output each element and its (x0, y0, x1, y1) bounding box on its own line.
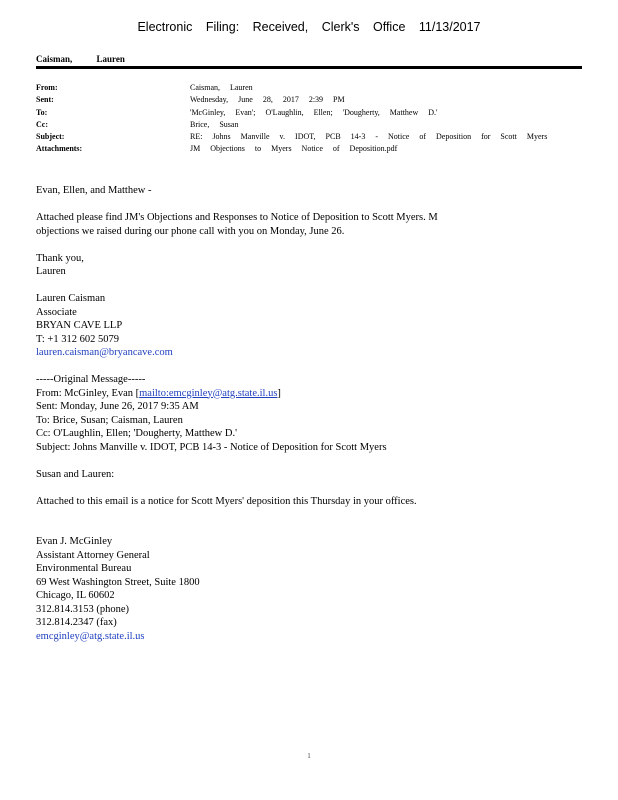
header-label: Sent: (36, 95, 54, 105)
signature-phone: T: +1 312 602 5079 (36, 333, 119, 345)
header-row-attachments (36, 143, 596, 155)
header-label: From: (36, 83, 58, 92)
original-from-prefix: From: McGinley, Evan [ (36, 387, 140, 399)
signature-firm: BRYAN CAVE LLP (36, 320, 123, 331)
original-signature-street: 69 West Washington Street, Suite 1800 (36, 576, 200, 588)
header-label: To: (36, 107, 48, 117)
original-cc: Cc: O'Laughlin, Ellen; 'Dougherty, Matthew D.' (36, 428, 237, 439)
sender-name: Caisman, Lauren (36, 54, 125, 64)
header-row-from (36, 82, 596, 94)
original-from-suffix: ] (277, 387, 281, 399)
reply-greeting: Evan, Ellen, and Matthew - (36, 185, 152, 196)
original-from (36, 387, 618, 401)
header-value: Wednesday, June 28, 2017 2:39 PM (190, 95, 345, 105)
original-greeting: Susan and Lauren: (36, 468, 115, 480)
signature-name: Lauren Caisman (36, 293, 106, 304)
signature-email-link[interactable]: lauren.caisman@bryancave.com (36, 347, 173, 358)
header-value: RE: Johns Manville v. IDOT, PCB 14-3 - Notice of Deposition for Scott Myers (190, 132, 548, 142)
original-signature-phone: 312.814.3153 (phone) (36, 603, 130, 615)
original-to: To: Brice, Susan; Caisman, Lauren (36, 414, 183, 426)
header-label: Subject: (36, 132, 65, 142)
header-row-cc (36, 119, 596, 131)
original-signature-name: Evan J. McGinley (36, 536, 113, 547)
filing-stamp: Electronic Filing: Received, Clerk's Office 11/13/2017 (137, 20, 481, 34)
header-label: Attachments: (36, 144, 83, 154)
original-sent: Sent: Monday, June 26, 2017 9:35 AM (36, 401, 199, 412)
reply-closing-name: Lauren (36, 266, 66, 277)
header-value: JM Objections to Myers Notice of Deposition.pdf (190, 144, 398, 154)
header-label: Cc: (36, 119, 48, 129)
original-signature-bureau: Environmental Bureau (36, 563, 132, 574)
original-subject: Subject: Johns Manville v. IDOT, PCB 14-3 - Notice of Deposition for Scott Myers (36, 441, 387, 453)
header-row-subject (36, 131, 596, 143)
original-paragraph: Attached to this email is a notice for Scott Myers' deposition this Thursday in your offices. (36, 495, 417, 507)
header-rule (36, 66, 582, 69)
signature-title: Associate (36, 306, 77, 318)
email-body (36, 184, 618, 643)
original-signature-fax: 312.814.2347 (fax) (36, 617, 117, 628)
header-row-sent (36, 94, 596, 106)
header-value: 'McGinley, Evan'; O'Laughlin, Ellen; 'Dougherty, Matthew D.' (190, 107, 438, 117)
email-header-block (36, 82, 596, 156)
mailto-link[interactable]: mailto:emcginley@atg.state.il.us (139, 387, 278, 399)
header-value: Brice, Susan (190, 119, 239, 129)
original-signature-city: Chicago, IL 60602 (36, 590, 115, 601)
original-signature-title: Assistant Attorney General (36, 549, 150, 561)
page-number: 1 (307, 752, 311, 760)
original-signature-email-link[interactable]: emcginley@atg.state.il.us (36, 630, 145, 642)
header-row-to (36, 107, 596, 119)
header-value: Caisman, Lauren (190, 83, 253, 92)
reply-paragraph-line: Attached please find JM's Objections and Responses to Notice of Deposition to Scott Myers. M (36, 212, 438, 223)
reply-paragraph-line: objections we raised during our phone call with you on Monday, June 26. (36, 225, 345, 237)
original-message-marker: -----Original Message----- (36, 374, 146, 385)
reply-closing: Thank you, (36, 252, 84, 264)
